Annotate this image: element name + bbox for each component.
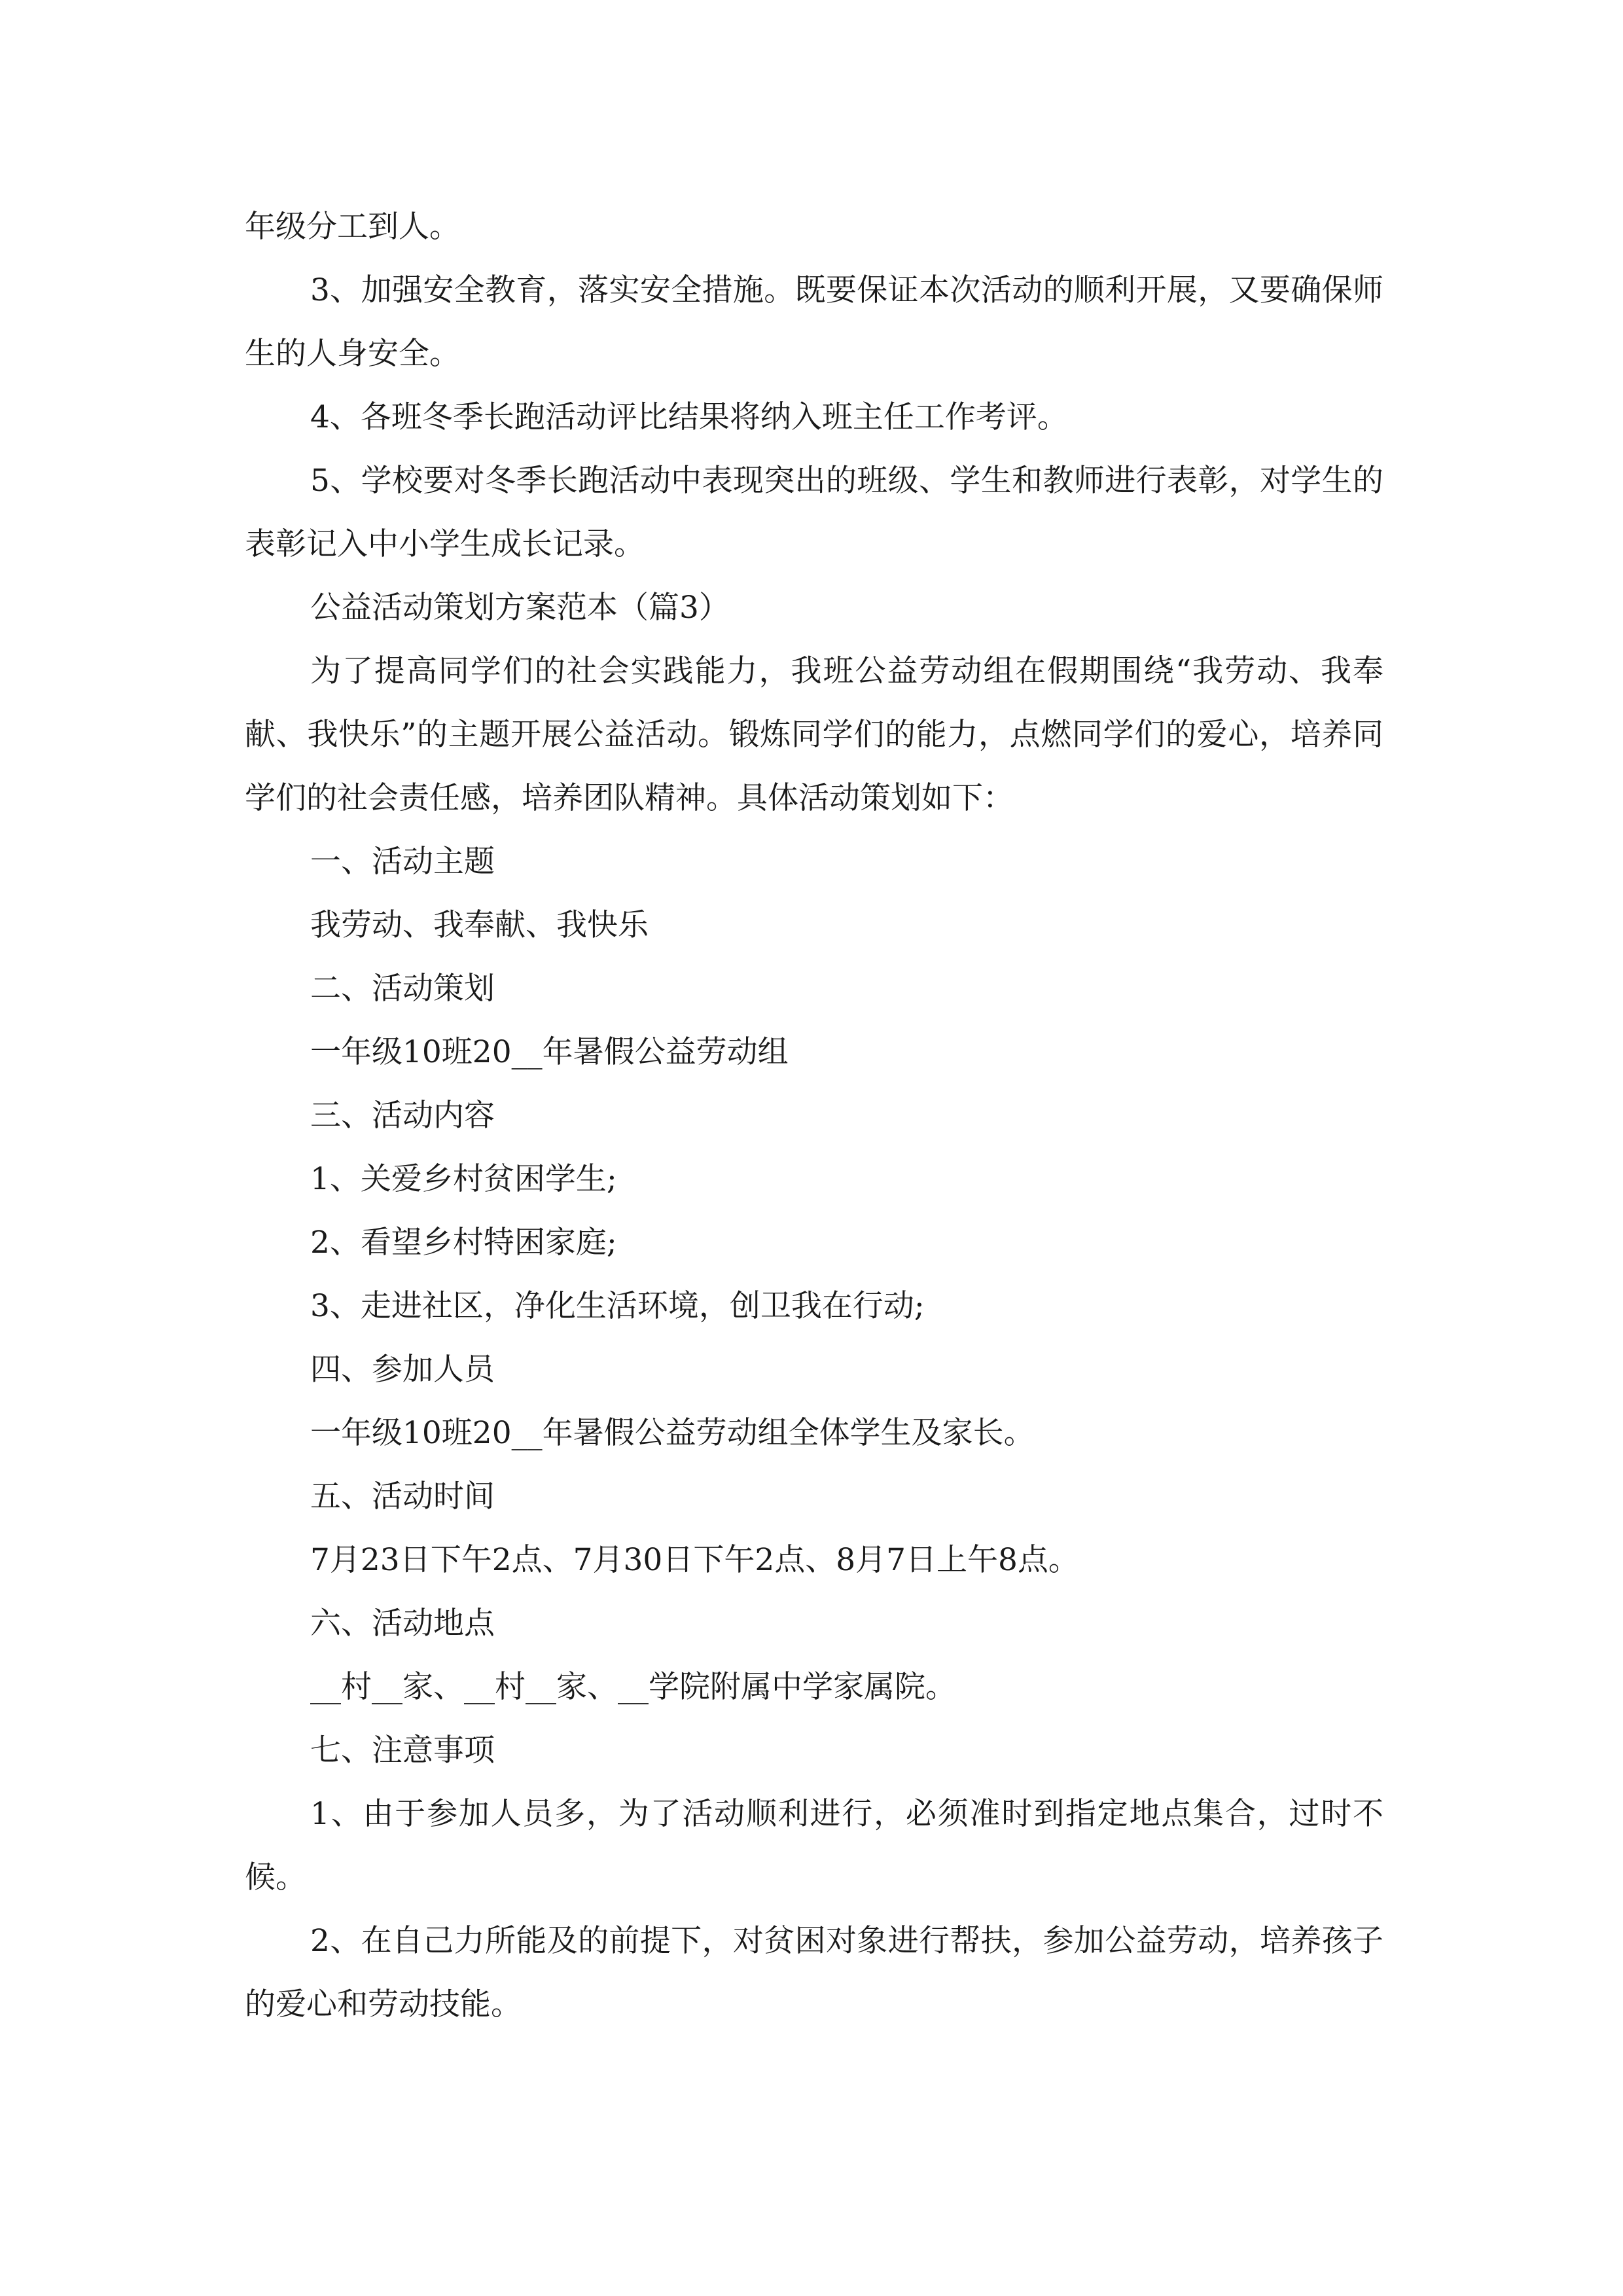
paragraph-item-4-evaluation: 4、各班冬季长跑活动评比结果将纳入班主任工作考评。 [310,399,1068,435]
paragraph-participants: 一年级10班20__年暑假公益劳动组全体学生及家长。 [310,1415,1035,1451]
heading-notes: 七、注意事项 [310,1732,495,1768]
paragraph-item-3-safety: 3、加强安全教育，落实安全措施。既要保证本次活动的顺利开展，又要确保师生的人身安全。 [245,272,1383,372]
heading-activity-location: 六、活动地点 [310,1605,495,1641]
list-item-note-2: 2、在自己力所能及的前提下，对贫困对象进行帮扶，参加公益劳动，培养孩子的爱心和劳动技能。 [245,1923,1383,2022]
list-item-note-1: 1、由于参加人员多，为了活动顺利进行，必须准时到指定地点集合，过时不候。 [245,1796,1383,1895]
heading-participants: 四、参加人员 [310,1352,495,1388]
paragraph-item-5-commendation: 5、学校要对冬季长跑活动中表现突出的班级、学生和教师进行表彰，对学生的表彰记入中小学生成长记录。 [245,463,1383,562]
heading-activity-time: 五、活动时间 [310,1479,495,1515]
heading-activity-content: 三、活动内容 [310,1098,495,1134]
paragraph-activity-location: __村__家、__村__家、__学院附属中学家属院。 [310,1669,956,1705]
paragraph-intro: 为了提高同学们的社会实践能力，我班公益劳动组在假期围绕“我劳动、我奉献、我快乐”的主题开展公益活动。锻炼同学们的能力，点燃同学们的爱心，培养同学们的社会责任感，培养团队精神。具体活动策划如下： [245,653,1383,816]
section-title: 公益活动策划方案范本（篇3） [310,590,730,626]
list-item-content-1: 1、关爱乡村贫困学生; [310,1161,617,1197]
paragraph-planning: 一年级10班20__年暑假公益劳动组 [310,1034,789,1070]
paragraph-theme: 我劳动、我奉献、我快乐 [310,907,649,943]
paragraph-continuation: 年级分工到人。 [245,209,460,245]
heading-activity-planning: 二、活动策划 [310,971,495,1007]
list-item-content-2: 2、看望乡村特困家庭; [310,1225,617,1261]
document-body [245,195,1383,2036]
paragraph-activity-time: 7月23日下午2点、7月30日下午2点、8月7日上午8点。 [310,1542,1079,1578]
list-item-content-3: 3、走进社区，净化生活环境，创卫我在行动; [310,1288,925,1324]
heading-activity-theme: 一、活动主题 [310,844,495,880]
